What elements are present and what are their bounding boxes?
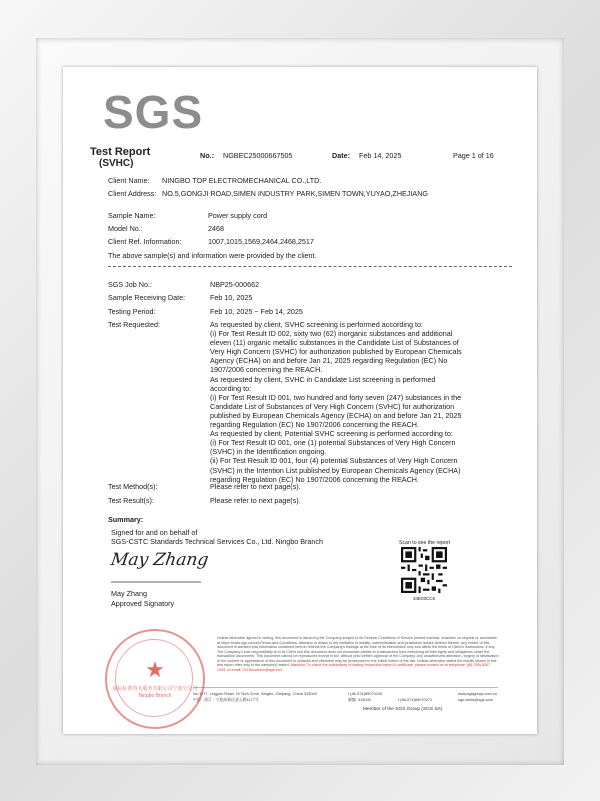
signatory-name: May Zhang: [111, 589, 147, 598]
footer-divider: [193, 687, 498, 688]
dashed-divider: [108, 266, 512, 267]
signed-line-2: SGS-CSTC Standards Technical Services Co., Ltd. Ningbo Branch: [111, 537, 323, 546]
sample-name-label: Sample Name:: [108, 211, 156, 220]
job-no-value: NBP25-000662: [210, 280, 260, 289]
requested-line: Agency (ECHA) on and before Jan 21, 2025 regarding Regulation (EC) No: [210, 356, 448, 366]
requested-line: As requested by client, Potential SVHC screening is performed according to:: [210, 429, 453, 439]
footer-fax: f (86-574)89070271: [398, 697, 433, 702]
requested-line: (ii) For Test Result ID 001, four (4) potential Substances of Very High Concern: [210, 456, 458, 466]
footer-address-en: No.1177, Lingyun Road, Hi-Tech Zone, Ningbo, Zhejiang, China 315040: [193, 691, 317, 696]
test-result-label: Test Result(s):: [108, 496, 154, 505]
client-address-value: NO.5,GONGJI ROAD,SIMEN INDUSTRY PARK,SIMEN TOWN,YUYAO,ZHEJIANG: [162, 189, 428, 198]
seal-text-en: Ningbo Branch: [138, 693, 172, 699]
report-no-label: No.:: [200, 151, 214, 160]
signed-line-1: Signed for and on behalf of: [111, 528, 198, 537]
client-name-value: NINGBO TOP ELECTROMECHANICAL CO.,LTD.: [162, 176, 322, 185]
requested-line: (i) For Test Result ID 001, two hundred and forty seven (247) substances in the: [210, 392, 462, 402]
job-no-label: SGS Job No.:: [108, 280, 152, 289]
seal-text-cn: 通标标准技术服务有限公司宁波分公司: [112, 686, 198, 692]
sample-name-value: Power supply cord: [208, 211, 268, 220]
footer-address-cn: 中国 · 浙江 · 宁波高新区凌云路1177号: [193, 697, 259, 702]
test-method-value: Please refer to next page(s).: [210, 482, 301, 491]
requested-line: regarding Regulation (EC) No 1907/2006 concerning the REACH.: [210, 420, 419, 430]
requested-line: As requested by client, SVHC in Candidate List screening is performed: [210, 374, 436, 384]
client-name-label: Client Name:: [108, 176, 150, 185]
requested-line: (SVHC) in the Intention List published by European Chemicals Agency (ECHA): [210, 465, 461, 475]
signatory-title: Approved Signatory: [111, 599, 175, 608]
requested-line: eleven (11) organic metallic substances in the Candidate List of Substances of: [210, 338, 459, 348]
testing-period-value: Feb 10, 2025 ~ Feb 14, 2025: [210, 307, 303, 316]
report-date-label: Date:: [332, 151, 350, 160]
report-date-value: Feb 14, 2025: [359, 151, 402, 160]
requested-line: Candidate List of Substances of Very High Concern (SVHC) for authorization: [210, 401, 455, 411]
receiving-date-label: Sample Receiving Date:: [108, 293, 186, 302]
requested-line: published by European Chemicals Agency (ECHA) on and before Jan 21, 2025: [210, 410, 462, 420]
footer-web[interactable]: www.sgsgroup.com.cn: [458, 691, 497, 696]
scan-text: Scan to see the report: [399, 540, 451, 546]
model-no-label: Model No.:: [108, 224, 143, 233]
report-title: Test Report: [90, 146, 151, 158]
member-text: Member of the SGS Group (SGS SA): [363, 707, 443, 712]
footer-zip: 邮编: 315040: [348, 697, 371, 702]
test-result-value: Please refer to next page(s).: [210, 496, 301, 505]
attention-text: Attention: To check the authenticity of testing /inspection report & certificate, please contact us at telephone: (86-755) 8307 1443, or email: CN.Doccheck@sgs.com: [217, 663, 491, 672]
fine-print: [217, 636, 499, 672]
requested-line: As requested by client, SVHC screening is performed according to:: [210, 320, 423, 329]
general-conditions-text: Unless otherwise agreed in writing, this document is issued by the Company subject to its General Conditions of Service printed overleaf, available on request or accessible at https://www.sgs.com/en/Terms-and-Conditions. Attention is drawn to the limitation of liability, indemnification and jurisdiction issues defined therein. Any holder of this document is advised that information contained hereon reflects the Company's findings at the time of its intervention only and within the limits of Client's instructions, if any. The Company's sole responsibility is to its Client and this document does not exonerate parties to a transaction from exercising all their rights and obligations under the transaction documents. This document cannot be reproduced except in full, without prior written approval of the Company. Any unauthorized alteration, forgery or falsification of the content or appearance of this document is unlawful and offenders may be prosecuted to the fullest extent of the law. Unless otherwise stated the results shown in this test report refer only to the sample(s) tested.: [217, 636, 499, 667]
summary-label: Summary:: [108, 515, 144, 524]
handwritten-signature: May Zhang: [109, 550, 210, 570]
report-no-value: NGBEC25000667505: [223, 151, 293, 160]
requested-line: regarding Regulation (EC) No 1907/2006 concerning the REACH.: [210, 474, 419, 484]
test-method-label: Test Method(s):: [108, 482, 158, 491]
test-requested-text: [210, 320, 510, 484]
sgs-logo: SGS: [103, 86, 204, 138]
company-seal: [105, 629, 205, 729]
client-ref-label: Client Ref. Information:: [108, 237, 182, 246]
testing-period-label: Testing Period:: [108, 307, 156, 316]
provided-note: The above sample(s) and information were provided by the client.: [108, 251, 317, 260]
requested-line: (i) For Test Result ID 002, sixty two (62) inorganic substances and additional: [210, 329, 453, 339]
page-number: Page 1 of 16: [453, 151, 494, 160]
qr-code-icon[interactable]: [401, 547, 447, 593]
client-ref-value: 1007,1015,1569,2464,2468,2517: [208, 237, 314, 246]
requested-line: according to:: [210, 383, 252, 393]
requested-line: (i) For Test Result ID 001, one (1) potential Substances of Very High Concern: [210, 438, 456, 448]
requested-line: (SVHC) in the Identification ongoing.: [210, 447, 327, 457]
qr-code-id: 34E03CC6: [413, 596, 436, 601]
requested-line: 1907/2006 concerning the REACH.: [210, 365, 323, 375]
signature-underline: [111, 581, 201, 584]
receiving-date-value: Feb 10, 2025: [210, 293, 253, 302]
model-no-value: 2468: [208, 224, 224, 233]
requested-line: Very High Concern (SVHC) for authorization published by European Chemicals: [210, 347, 462, 357]
footer-email[interactable]: sgs.china@sgs.com: [458, 697, 493, 702]
test-report-document: [63, 67, 537, 734]
test-requested-label: Test Requested:: [108, 320, 160, 329]
report-subtitle: (SVHC): [99, 158, 134, 169]
client-address-label: Client Address:: [108, 189, 157, 198]
star-icon: ★: [145, 657, 165, 682]
footer-tel: t (86-574)89070249: [348, 691, 383, 696]
